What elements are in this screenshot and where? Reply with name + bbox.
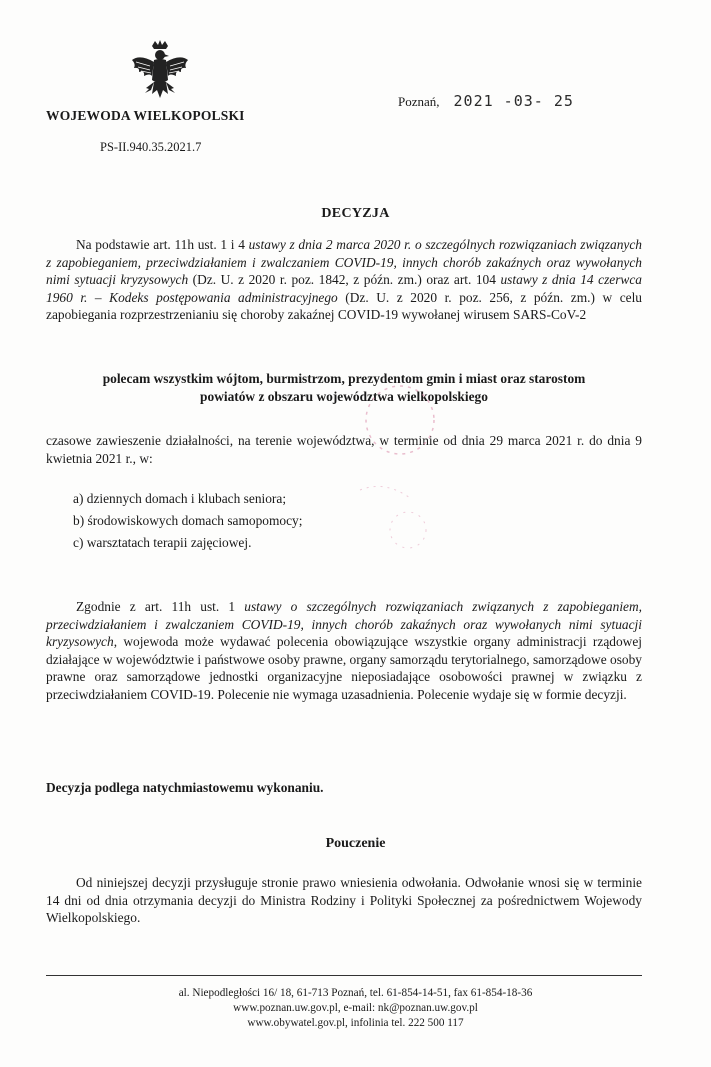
order-line-1: polecam wszystkim wójtom, burmistrzom, prezydentom gmin i miast oraz starostom [102, 371, 586, 386]
legal-basis-act-2: ustawy z dnia 14 czerwca 1960 r. – Kodeks postępowania administracyjnego [46, 272, 643, 305]
justification-text-2: , wojewoda może wydawać polecenia obowiązujące wszystkie organy administracji rządowej działające w województwie i państwowe osoby prawne, organy samorządu terytorialnego, samorządowe osoby prawne oraz samorządowe jednostki organizacyjne nieposiadające osobowości prawnej w związku z przeciwdziałaniem COVID-19. Polecenie nie wymaga uzasadnienia. Polecenie wydaje się w formie decyzji. [46, 634, 642, 702]
case-number: PS-II.940.35.2021.7 [100, 140, 202, 154]
footer-hotline: www.obywatel.gov.pl, infolinia tel. 222 500 117 [247, 1017, 464, 1029]
legal-basis-text-1: Na podstawie art. 11h ust. 1 i 4 [76, 237, 249, 252]
enforcement-note: Decyzja podlega natychmiastowemu wykonaniu. [46, 780, 324, 795]
footer-divider [46, 975, 642, 976]
facility-list [73, 488, 302, 554]
instruction-title: Pouczenie [325, 836, 386, 851]
polish-eagle-emblem-icon [130, 40, 190, 104]
list-item: c) warsztatach terapii zajęciowej. [73, 535, 252, 550]
legal-basis-text-3: (Dz. U. z 2020 r. poz. 256, z późn. zm.) w celu zapobiegania rozprzestrzenianiu się choroby zakaźnej COVID-19 wywołanej wirusem SARS-CoV-2 [46, 289, 642, 322]
legal-basis-text-2: (Dz. U. z 2020 r. poz. 1842, z późn. zm.) oraz art. 104 [188, 272, 501, 287]
footer-web-email: www.poznan.uw.gov.pl, e-mail: nk@poznan.uw.gov.pl [233, 1002, 478, 1014]
date-stamp: 2021 -03- 25 [453, 92, 574, 110]
footer-address: al. Niepodległości 16/ 18, 61-713 Poznań, tel. 61-854-14-51, fax 61-854-18-36 [178, 987, 533, 999]
order-line-2: powiatów z obszaru województwa wielkopolskiego [200, 389, 488, 404]
justification-text-1: Zgodnie z art. 11h ust. 1 [76, 599, 245, 614]
justification-paragraph [46, 598, 642, 703]
justification-act: ustawy o szczególnych rozwiązaniach związanych z zapobieganiem, przeciwdziałaniem i zwalczaniem COVID-19, innych chorób zakaźnych oraz wywołanych nimi sytuacji kryzysowych [46, 599, 642, 649]
list-item: a) dziennych domach i klubach seniora; [73, 491, 287, 506]
suspension-paragraph: czasowe zawieszenie działalności, na terenie województwa, w terminie od dnia 29 marca 2021 r. do dnia 9 kwietnia 2021 r., w: [46, 433, 642, 466]
place: Poznań, [398, 94, 440, 109]
faded-stamp-mark [330, 380, 440, 550]
authority-name: WOJEWODA WIELKOPOLSKI [46, 108, 245, 123]
footer [0, 986, 711, 1031]
legal-basis-paragraph [46, 236, 642, 324]
document-title: DECYZJA [321, 206, 390, 221]
instruction-paragraph: Od niniejszej decyzji przysługuje stronie prawo wniesienia odwołania. Odwołanie wnosi się w terminie 14 dni od dnia otrzymania decyzji do Ministra Rodziny i Polityki Społecznej za pośrednictwem Wojewody Wielkopolskiego. [46, 875, 642, 925]
legal-basis-act-1: ustawy z dnia 2 marca 2020 r. o szczególnych rozwiązaniach związanych z zapobieganiem, przeciwdziałaniem i zwalczaniem COVID-19, innych chorób zakaźnych oraz wywołanych nimi sytuacji kryzysowych [46, 237, 642, 287]
place-date [398, 92, 574, 110]
list-item: b) środowiskowych domach samopomocy; [73, 513, 303, 528]
